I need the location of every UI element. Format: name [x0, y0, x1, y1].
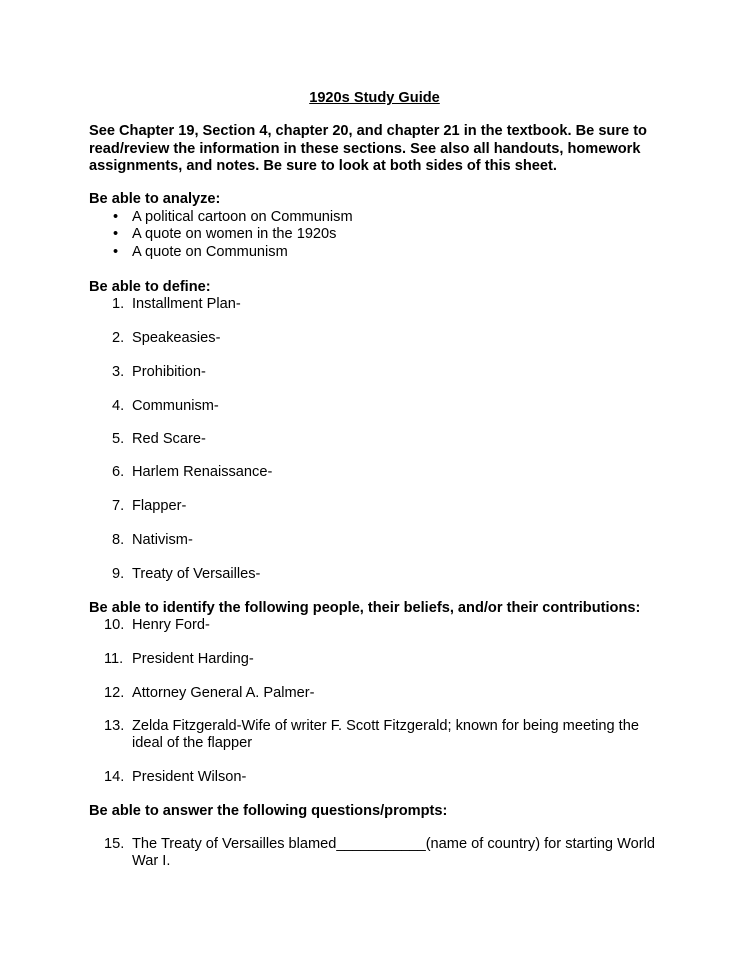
- identify-item: President Harding-: [132, 651, 254, 667]
- analyze-item: A quote on women in the 1920s: [132, 226, 337, 242]
- analyze-item: A political cartoon on Communism: [132, 209, 353, 225]
- intro-paragraph: [89, 123, 689, 176]
- identify-heading: Be able to identify the following people, their beliefs, and/or their contributions:: [89, 600, 641, 616]
- item-number: 12.: [104, 685, 125, 701]
- define-item: Prohibition-: [132, 364, 206, 380]
- item-number: 1.: [112, 296, 125, 312]
- define-heading: Be able to define:: [89, 279, 211, 295]
- item-number: 8.: [112, 532, 125, 548]
- intro-line: See Chapter 19, Section 4, chapter 20, and chapter 21 in the textbook. Be sure to: [89, 123, 647, 139]
- item-number: 9.: [112, 566, 125, 582]
- define-item: Flapper-: [132, 498, 187, 514]
- define-item: Speakeasies-: [132, 330, 221, 346]
- define-item: Communism-: [132, 398, 219, 414]
- question-item-continued: War I.: [132, 853, 171, 869]
- bullet-icon: •: [113, 209, 119, 225]
- identify-item: Attorney General A. Palmer-: [132, 685, 315, 701]
- item-number: 4.: [112, 398, 125, 414]
- identify-item-continued: ideal of the flapper: [132, 735, 253, 751]
- define-item: Harlem Renaissance-: [132, 464, 273, 480]
- questions-heading: Be able to answer the following questions/prompts:: [89, 803, 448, 819]
- item-number: 3.: [112, 364, 125, 380]
- define-item: Nativism-: [132, 532, 193, 548]
- item-number: 15.: [104, 836, 125, 852]
- analyze-item: A quote on Communism: [132, 244, 288, 260]
- define-item: Red Scare-: [132, 431, 206, 447]
- item-number: 13.: [104, 718, 125, 734]
- bullet-icon: •: [113, 244, 119, 260]
- item-number: 5.: [112, 431, 125, 447]
- identify-item: Zelda Fitzgerald-Wife of writer F. Scott Fitzgerald; known for being meeting the: [132, 718, 639, 734]
- intro-line: read/review the information in these sections. See also all handouts, homework: [89, 140, 641, 157]
- question-item: The Treaty of Versailles blamed___________(name of country) for starting World: [132, 836, 655, 852]
- identify-item: President Wilson-: [132, 769, 247, 785]
- intro-line: assignments, and notes. Be sure to look at both sides of this sheet.: [89, 158, 557, 174]
- item-number: 14.: [104, 769, 125, 785]
- define-item: Treaty of Versailles-: [132, 566, 261, 582]
- identify-item: Henry Ford-: [132, 617, 210, 633]
- item-number: 6.: [112, 464, 125, 480]
- item-number: 2.: [112, 330, 125, 346]
- bullet-icon: •: [113, 226, 119, 242]
- item-number: 11.: [104, 651, 124, 667]
- define-item: Installment Plan-: [132, 296, 241, 312]
- page-title: 1920s Study Guide: [309, 90, 440, 106]
- item-number: 7.: [112, 498, 125, 514]
- item-number: 10.: [104, 617, 125, 633]
- analyze-heading: Be able to analyze:: [89, 191, 221, 207]
